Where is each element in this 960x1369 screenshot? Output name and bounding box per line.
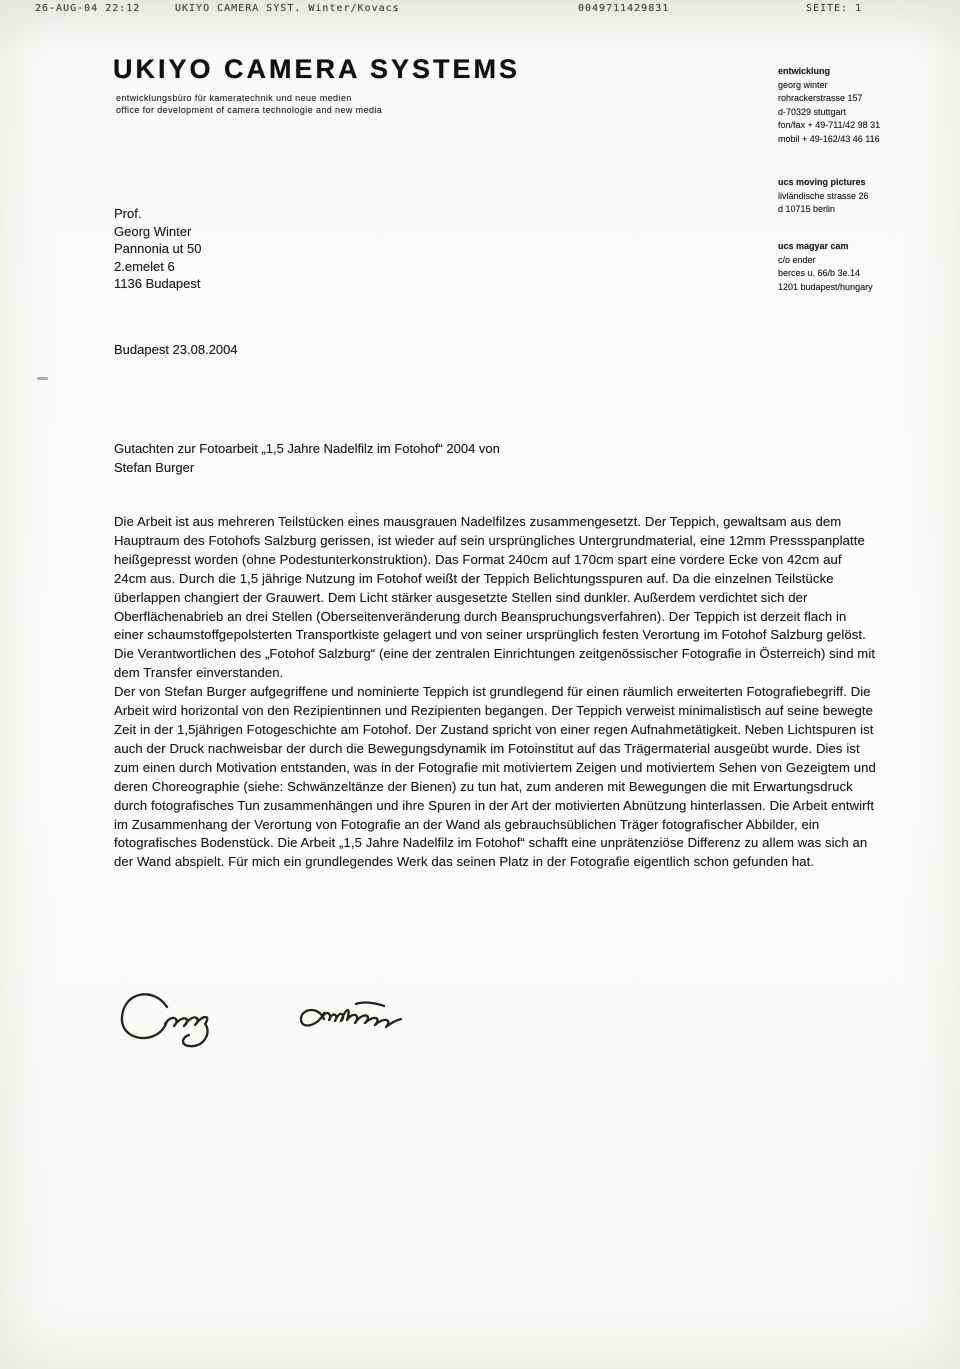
company-subtitle-german: entwicklungsbüro für kameratechnik und neue medien [116,93,352,103]
date-line: Budapest 23.08.2004 [114,342,238,357]
contact-development-title: entwicklung [778,66,831,76]
fax-number: 0049711429831 [578,3,670,14]
contact-line: d-70329 stuttgart [778,106,847,117]
fax-sender: UKIYO CAMERA SYST. Winter/Kovacs [175,3,400,14]
company-logo: UKIYO CAMERA SYSTEMS [113,54,521,84]
contact-line: 1201 budapest/hungary [778,281,873,292]
fax-datetime: 26-AUG-04 22:12 [35,3,141,14]
subject-text-line1: Gutachten zur Fotoarbeit „1,5 Jahre Nadelfilz im Fotohof“ 2004 von [114,441,500,456]
contact-block-moving-pictures [778,176,948,217]
contact-magyar-cam-title: ucs magyar cam [778,241,849,251]
body-paragraph-2: Der von Stefan Burger aufgegriffene und nominierte Teppich ist grundlegend für einen räumlich erweiterten Fotografiebegriff. Die Arbeit wird horizontal von den Rezipientinnen und Rezipienten begangen. Der Teppich verweist minimalistisch auf seine bewegte Zeit in der 1,5jährigen Fotogeschichte am Fotohof. Der Zustand spricht von einer regen Aufnahmetätigkeit. Neben Lichtspuren ist auch der Druck nachweisbar der durch die Bewegungsdynamik im Fotoinstitut auf das Trägermaterial ausgeübt wurde. Dies ist zum einen durch Motivation entstanden, was in der Fotografie mit motiviertem Zeigen und motiviertem Sehen von Gezeigtem und deren Choreographie (siehe: Schwänzeltänze der Bienen) zu tun hat, zum anderen mit Bewegungen die mit Erwartungsdruck durch fotografisches Tun zusammenhängen und ihre Spuren in der Art der motivierten Abnützung hinterlassen. Die Arbeit entwirft im Zusammenhang der Verortung von Fotografie an der Wand als gebrauchsüblichen Träger fotografischer Abbilder, ein fotografisches Bodenstück. Die Arbeit „1,5 Jahre Nadelfilz im Fotohof“ schafft eine unprätenziöse Differenz zu allem was sich an der Wand abspielt. Für mich ein grundlegendes Werk das seinen Platz in der Fotografie eigentlich schon gefunden hat. [114,684,876,870]
letter-body [114,513,876,872]
contact-line: livländische strasse 26 [778,190,869,201]
recipient-line: Prof. [114,206,142,221]
scan-artifact-dash [37,377,48,380]
recipient-line: 1136 Budapest [114,276,201,291]
company-subtitle-english: office for development of camera technologie and new media [116,105,383,115]
subject-text-line2: Stefan Burger [114,459,195,475]
fax-header [0,3,960,19]
recipient-line: Georg Winter [114,223,192,239]
recipient-address [114,205,201,293]
recipient-line: 2.emelet 6 [114,258,175,274]
contact-line: c/o ender [778,254,816,265]
fax-page-count: SEITE: 1 [806,3,863,14]
contact-line: mobil + 49-162/43 46 116 [778,133,880,144]
contact-line: fon/fax + 49-711/42 98 31 [778,120,881,130]
contact-line: berces u. 66/b 3e.14 [778,268,861,278]
signature-icon [112,975,492,1065]
contact-line: georg winter [778,79,828,90]
signature-handwriting [112,975,492,1065]
contact-line: d 10715 berlin [778,204,836,214]
body-paragraph-1: Die Arbeit ist aus mehreren Teilstücken eines mausgrauen Nadelfilzes zusammengesetzt. Der Teppich, gewaltsam aus dem Hauptraum des Fotohofs Salzburg gerissen, ist wieder auf sein ursprüngliches Untergrundmaterial, eine 12mm Pressspanplatte heißgepresst worden (ohne Podestunterkonstruktion). Das Format 240cm auf 170cm spart eine vordere Ecke von 42cm auf 24cm aus. Durch die 1,5 jährige Nutzung im Fotohof weißt der Teppich Belichtungsspuren auf. Da die einzelnen Teilstücke überlappen changiert der Grauwert. Dem Licht stärker ausgesetzte Stellen sind dunkler. Außerdem verdichtet sich der Oberflächenabrieb an drei Stellen (Oberseitenveränderung durch Beanspruchungsverfahren). Der Teppich ist derzeit flach in einer schaumstoffgepolsterten Transportkiste gelagert und von seiner ursprünglich festen Verortung im Fotohof Salzburg gelöst. Die Verantwortlichen des „Fotohof Salzburg“ (eine der zentralen Einrichtungen zeitgenössischer Fotografie in Österreich) sind mit dem Transfer einverstanden. [114,514,876,681]
contact-block-magyar-cam [778,240,948,294]
contact-block-development [778,65,948,146]
subject-line [114,440,674,477]
contact-line: rohrackerstrasse 157 [778,93,863,103]
recipient-line: Pannonia ut 50 [114,241,202,256]
contact-moving-pictures-title: ucs moving pictures [778,177,866,187]
